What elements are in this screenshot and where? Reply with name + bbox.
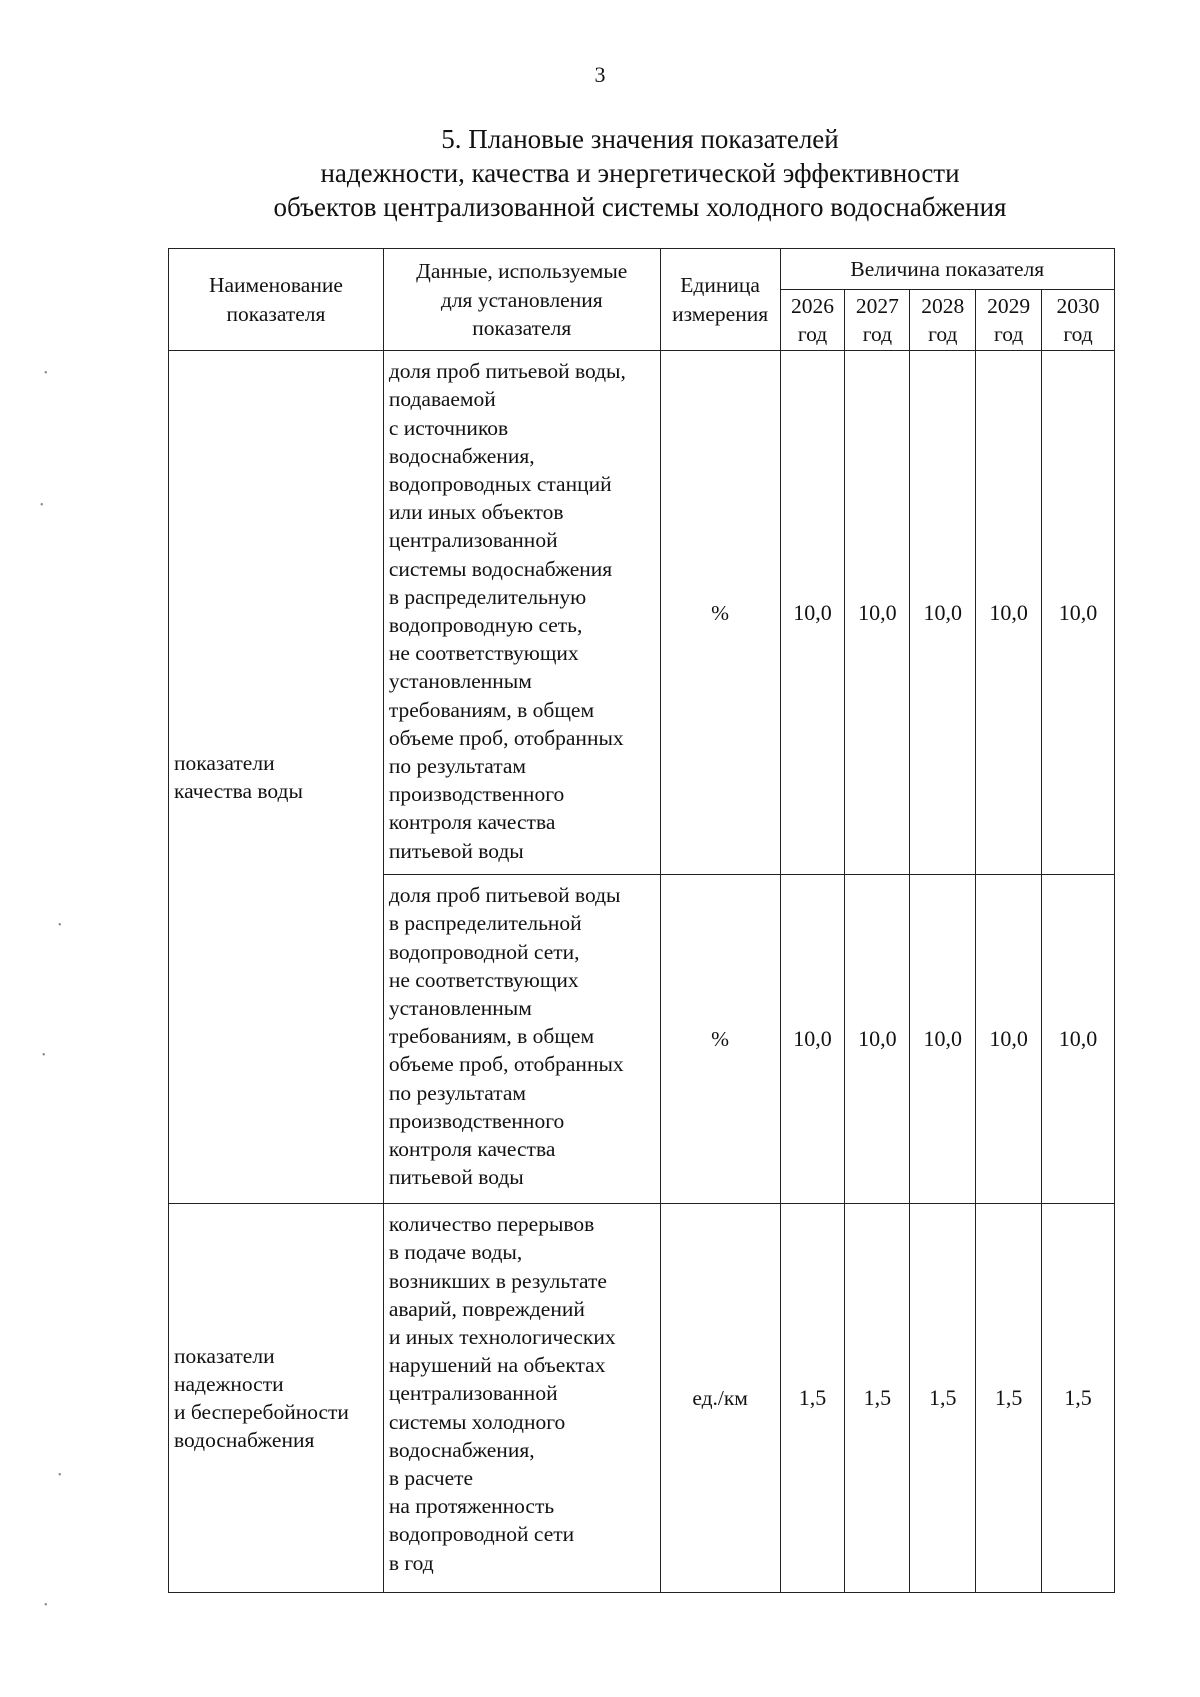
value-2028: 10,0 xyxy=(910,351,976,875)
year-label: 2029 xyxy=(987,294,1031,319)
value-2028: 1,5 xyxy=(910,1204,976,1593)
header-name-line: показателя xyxy=(226,301,326,326)
year-unit: год xyxy=(797,322,828,347)
desc-line: нарушений на объектах xyxy=(388,1353,606,1378)
header-name xyxy=(169,249,384,351)
desc-line: подаваемой xyxy=(388,387,496,412)
header-data-line: показателя xyxy=(472,315,572,340)
desc-line: в год xyxy=(388,1550,434,1575)
year-label: 2026 xyxy=(791,294,835,319)
indicator-data-cell xyxy=(383,1204,660,1593)
year-label: 2028 xyxy=(921,294,965,319)
header-data xyxy=(383,249,660,351)
header-value-group: Величина показателя xyxy=(780,249,1114,290)
indicator-name-cell xyxy=(169,1204,384,1593)
desc-line: водоснабжения, xyxy=(388,443,535,468)
desc-line: объеме проб, отобранных xyxy=(388,725,624,750)
title-line: объектов централизованной системы холодного водоснабжения xyxy=(273,192,1007,222)
table-row xyxy=(169,1204,1115,1593)
desc-line: требованиям, в общем xyxy=(388,697,595,722)
year-unit: год xyxy=(862,322,893,347)
year-unit: год xyxy=(928,322,958,347)
header-unit-line: Единица xyxy=(680,273,760,298)
desc-line: установленным xyxy=(388,996,532,1021)
scan-speck: • xyxy=(44,1600,48,1611)
header-name-line: Наименование xyxy=(208,273,343,298)
desc-line: производственного xyxy=(388,782,565,807)
header-year-2027 xyxy=(845,290,910,351)
indicator-name-line: показатели xyxy=(174,751,275,775)
header-year-2029 xyxy=(976,290,1042,351)
desc-line: на протяженность xyxy=(388,1494,555,1519)
indicator-name-line: и бесперебойности xyxy=(174,1400,349,1425)
value-2030: 10,0 xyxy=(1042,351,1115,875)
desc-line: не соответствующих xyxy=(388,641,579,666)
scan-speck: • xyxy=(44,368,48,379)
value-2026: 10,0 xyxy=(780,351,845,875)
desc-line: в расчете xyxy=(388,1466,474,1491)
desc-line: питьевой воды xyxy=(388,838,524,863)
desc-line: водопроводную сеть, xyxy=(388,613,583,638)
desc-line: объеме проб, отобранных xyxy=(388,1052,624,1077)
desc-line: с источников xyxy=(388,415,509,440)
unit-cell: ед./км xyxy=(660,1204,780,1593)
scan-speck: • xyxy=(58,1470,62,1481)
desc-line: и иных технологических xyxy=(388,1325,616,1350)
header-data-line: Данные, используемые xyxy=(416,259,628,284)
header-unit xyxy=(660,249,780,351)
value-2029: 10,0 xyxy=(976,875,1042,1204)
indicator-data-cell xyxy=(383,351,660,875)
value-2030: 1,5 xyxy=(1042,1204,1115,1593)
desc-line: водоснабжения, xyxy=(388,1437,535,1462)
desc-line: доля проб питьевой воды, xyxy=(388,359,626,384)
indicator-name-line: качества воды xyxy=(174,779,303,804)
desc-line: по результатам xyxy=(388,1080,527,1105)
value-2027: 10,0 xyxy=(845,875,910,1204)
indicator-name-line: показатели xyxy=(174,1343,275,1368)
desc-line: системы водоснабжения xyxy=(388,556,613,581)
page-number: 3 xyxy=(594,62,606,87)
desc-line: централизованной xyxy=(388,528,558,553)
desc-line: установленным xyxy=(388,669,532,694)
scan-speck: • xyxy=(40,500,44,511)
desc-line: водопроводной сети, xyxy=(388,939,580,964)
desc-line: водопроводной сети xyxy=(388,1522,575,1547)
indicator-name-line: водоснабжения xyxy=(174,1428,315,1453)
desc-line: питьевой воды xyxy=(388,1165,524,1190)
scan-speck: • xyxy=(58,920,62,931)
header-year-2030 xyxy=(1042,290,1115,351)
value-2030: 10,0 xyxy=(1042,875,1115,1204)
desc-line: водопроводных станций xyxy=(388,472,612,497)
desc-line: или иных объектов xyxy=(388,500,564,525)
value-2029: 10,0 xyxy=(976,351,1042,875)
unit-cell: % xyxy=(660,875,780,1204)
header-year-2028 xyxy=(910,290,976,351)
value-2029: 1,5 xyxy=(976,1204,1042,1593)
value-2026: 1,5 xyxy=(780,1204,845,1593)
desc-line: требованиям, в общем xyxy=(388,1024,595,1049)
desc-line: в распределительной xyxy=(388,911,582,936)
document-title xyxy=(0,122,1200,224)
year-label: 2027 xyxy=(855,294,899,319)
title-line: 5. Плановые значения показателей xyxy=(441,124,839,154)
desc-line: в подаче воды, xyxy=(388,1240,523,1265)
year-unit: год xyxy=(993,322,1024,347)
indicator-name-cell xyxy=(169,351,384,1204)
unit-cell: % xyxy=(660,351,780,875)
header-unit-line: измерения xyxy=(672,301,769,326)
indicator-data-cell xyxy=(383,875,660,1204)
year-label: 2030 xyxy=(1056,294,1100,319)
value-2027: 10,0 xyxy=(845,351,910,875)
desc-line: не соответствующих xyxy=(388,967,579,992)
value-2027: 1,5 xyxy=(845,1204,910,1593)
header-data-line: для установления xyxy=(440,287,603,312)
desc-line: количество перерывов xyxy=(388,1212,595,1237)
desc-line: контроля качества xyxy=(388,1137,556,1162)
desc-line: по результатам xyxy=(388,754,527,779)
desc-line: системы холодного xyxy=(388,1409,566,1434)
desc-line: производственного xyxy=(388,1108,565,1133)
desc-line: контроля качества xyxy=(388,810,556,835)
desc-line: в распределительную xyxy=(388,584,587,609)
desc-line: возникших в результате xyxy=(388,1268,607,1293)
year-unit: год xyxy=(1063,322,1093,347)
header-year-2026 xyxy=(780,290,845,351)
desc-line: централизованной xyxy=(388,1381,558,1406)
table-row xyxy=(169,351,1115,875)
indicator-name-line: надежности xyxy=(174,1372,284,1396)
indicators-table xyxy=(168,248,1115,1593)
value-2028: 10,0 xyxy=(910,875,976,1204)
value-2026: 10,0 xyxy=(780,875,845,1204)
desc-line: аварий, повреждений xyxy=(388,1296,585,1321)
title-line: надежности, качества и энергетической эффективности xyxy=(320,158,960,188)
scan-speck: • xyxy=(42,1050,46,1061)
desc-line: доля проб питьевой воды xyxy=(388,883,621,908)
